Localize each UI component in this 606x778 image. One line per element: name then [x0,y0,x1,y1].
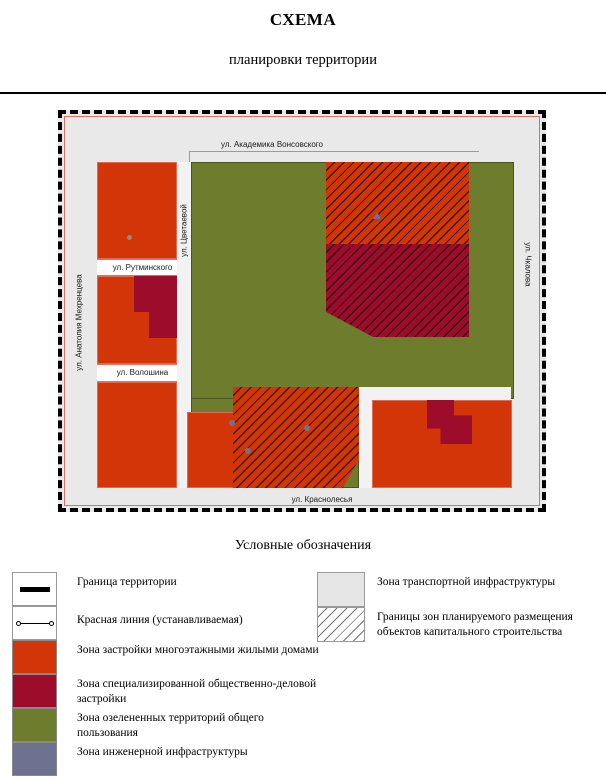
green-zone-swatch-icon [12,708,57,742]
legend-label: Зона озелененных территорий общего пользования [77,712,264,739]
legend-title: Условные обозначения [234,538,372,553]
street-label-vonsovskogo: ул. Академика Вонсовского [221,140,323,149]
zone-planned-capital-bottom [233,387,359,488]
legend-label: Зона специализированной общественно-деловой застройки [77,678,317,705]
legend-label: Граница территории [77,576,177,588]
street-guide-line [189,151,479,152]
legend-label: Зона застройки многоэтажными жилыми домами [77,644,319,656]
page-subtitle: планировки территории [229,52,377,68]
street-label-rutminskogo: ул. Рутминского [112,263,173,272]
point-marker-gray [127,235,132,240]
boundary-swatch-icon [12,572,57,606]
zone-planned-capital-top [326,162,469,244]
legend-item-business [12,674,327,708]
engineering-marker-triangle [373,212,381,219]
legend-label: Зона транспортной инфраструктуры [377,576,556,588]
zone-residential-top-left [97,162,177,259]
street-label-krasnolesya: ул. Краснолесья [291,495,353,504]
territory-plan-map [58,110,546,512]
street-gap-horizontal [359,387,511,400]
engineering-swatch-icon [12,742,57,776]
legend-item-planned-capital [317,607,606,642]
street-label-tsvetaevoy: ул. Цветаевой [179,204,189,257]
legend-label: Зона инженерной инфраструктуры [77,746,248,758]
page-title: СХЕМА [269,10,337,29]
legend-item-red-line [12,606,327,640]
street-gap-vertical [359,387,372,488]
business-swatch-icon [12,674,57,708]
header-divider [0,92,606,94]
street-label-voloshina: ул. Волошина [116,368,169,377]
zone-planned-business [326,244,469,337]
engineering-marker-3 [304,425,310,431]
engineering-marker-2 [245,448,251,454]
legend-item-engineering [12,742,327,776]
legend-item-residential [12,640,327,674]
street-label-chkalova: ул. Чкалова [523,242,533,287]
legend-label: Границы зон планируемого размещения объектов капитального строительства [377,611,573,638]
legend-item-green [12,708,327,742]
legend-item-transport [317,572,606,607]
legend-item-boundary [12,572,327,606]
street-guide-tick [189,151,190,162]
legend-label: Красная линия (устанавливаемая) [77,614,243,626]
red-line-swatch-icon [12,606,57,640]
zone-residential-bottom-left [97,382,177,488]
hatch-swatch-icon [317,607,365,642]
street-label-mekhrentseva: ул. Анатолия Мехренцева [74,274,84,371]
engineering-marker-1 [229,420,235,426]
residential-swatch-icon [12,640,57,674]
transport-swatch-icon [317,572,365,607]
